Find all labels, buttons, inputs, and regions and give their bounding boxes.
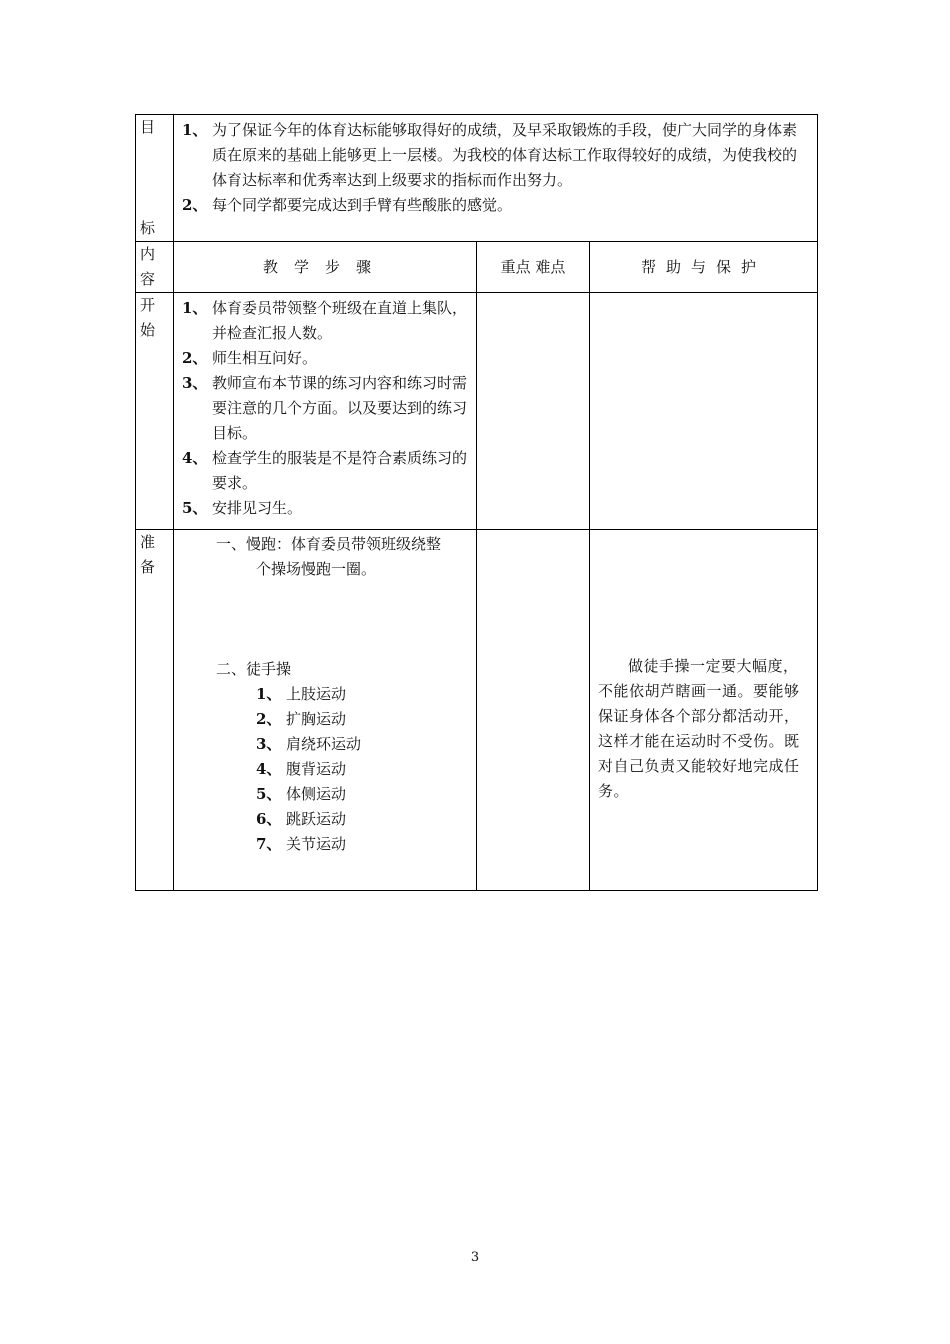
start-label-top: 开 (140, 296, 156, 314)
exercise-item: 2、 扩胸运动 (256, 710, 347, 728)
start-key-points (477, 293, 590, 530)
content-label-top: 内 (140, 245, 156, 263)
jog-continuation: 个操场慢跑一圈。 (256, 560, 377, 578)
content-label-cell (136, 242, 174, 293)
teaching-steps-header: 教学步骤 (174, 242, 477, 293)
objective-row (136, 115, 818, 242)
exercise-item: 5、 体侧运动 (256, 785, 347, 803)
lesson-plan-table (135, 114, 818, 891)
start-steps (174, 293, 477, 530)
objective-label-top: 目 (140, 118, 156, 136)
start-item: 1、 体育委员带领整个班级在直道上集队，并检查汇报人数。 (182, 299, 468, 342)
start-item: 2、 师生相互问好。 (182, 349, 318, 367)
prep-help (590, 530, 818, 891)
key-points-header: 重点 难点 (477, 242, 590, 293)
start-item: 4、 检查学生的服装是不是符合素质练习的要求。 (182, 449, 468, 492)
prep-key-points (477, 530, 590, 891)
jog-title: 一、慢跑：体育委员带领班级绕整 (216, 535, 442, 553)
exercise-item: 1、 上肢运动 (256, 685, 347, 703)
start-row (136, 293, 818, 530)
exercise-item: 7、 关节运动 (256, 835, 347, 853)
prep-label-top: 准 (140, 533, 156, 551)
start-help (590, 293, 818, 530)
objective-content (174, 115, 818, 242)
objective-label-cell (136, 115, 174, 242)
prep-row (136, 530, 818, 891)
prep-help-text: 做徒手操一定要大幅度，不能依胡芦瞎画一通。要能够保证身体各个部分都活动开，这样才能在运动时不受伤。既对自己负责又能较好地完成任务。 (598, 657, 800, 800)
start-item: 5、 安排见习生。 (182, 499, 303, 517)
page-number: 3 (470, 1250, 480, 1265)
exercise-item: 6、 跳跃运动 (256, 810, 347, 828)
start-label-cell (136, 293, 174, 530)
content-label-bottom: 容 (140, 270, 156, 288)
objective-label-bottom: 标 (140, 219, 156, 237)
exercise-title: 二、徒手操 (216, 660, 292, 678)
prep-steps (174, 530, 477, 891)
prep-label-cell (136, 530, 174, 891)
exercise-item: 3、 肩绕环运动 (256, 735, 362, 753)
prep-label-bottom: 备 (140, 558, 156, 576)
objective-item: 2、 每个同学都要完成达到手臂有些酸胀的感觉。 (182, 196, 513, 214)
start-item: 3、 教师宣布本节课的练习内容和练习时需要注意的几个方面。以及要达到的练习目标。 (182, 374, 468, 442)
header-row (136, 242, 818, 293)
start-label-bottom: 始 (140, 321, 156, 339)
help-protection-header: 帮助与保护 (590, 242, 818, 293)
objective-item: 1、 为了保证今年的体育达标能够取得好的成绩，及早采取锻炼的手段，使广大同学的身体素质在原来的基础上能够更上一层楼。为我校的体育达标工作取得较好的成绩，为使我校的体育达标率和优秀率达到上级要求的指标而作出努力。 (182, 121, 798, 189)
exercise-item: 4、 腹背运动 (256, 760, 347, 778)
